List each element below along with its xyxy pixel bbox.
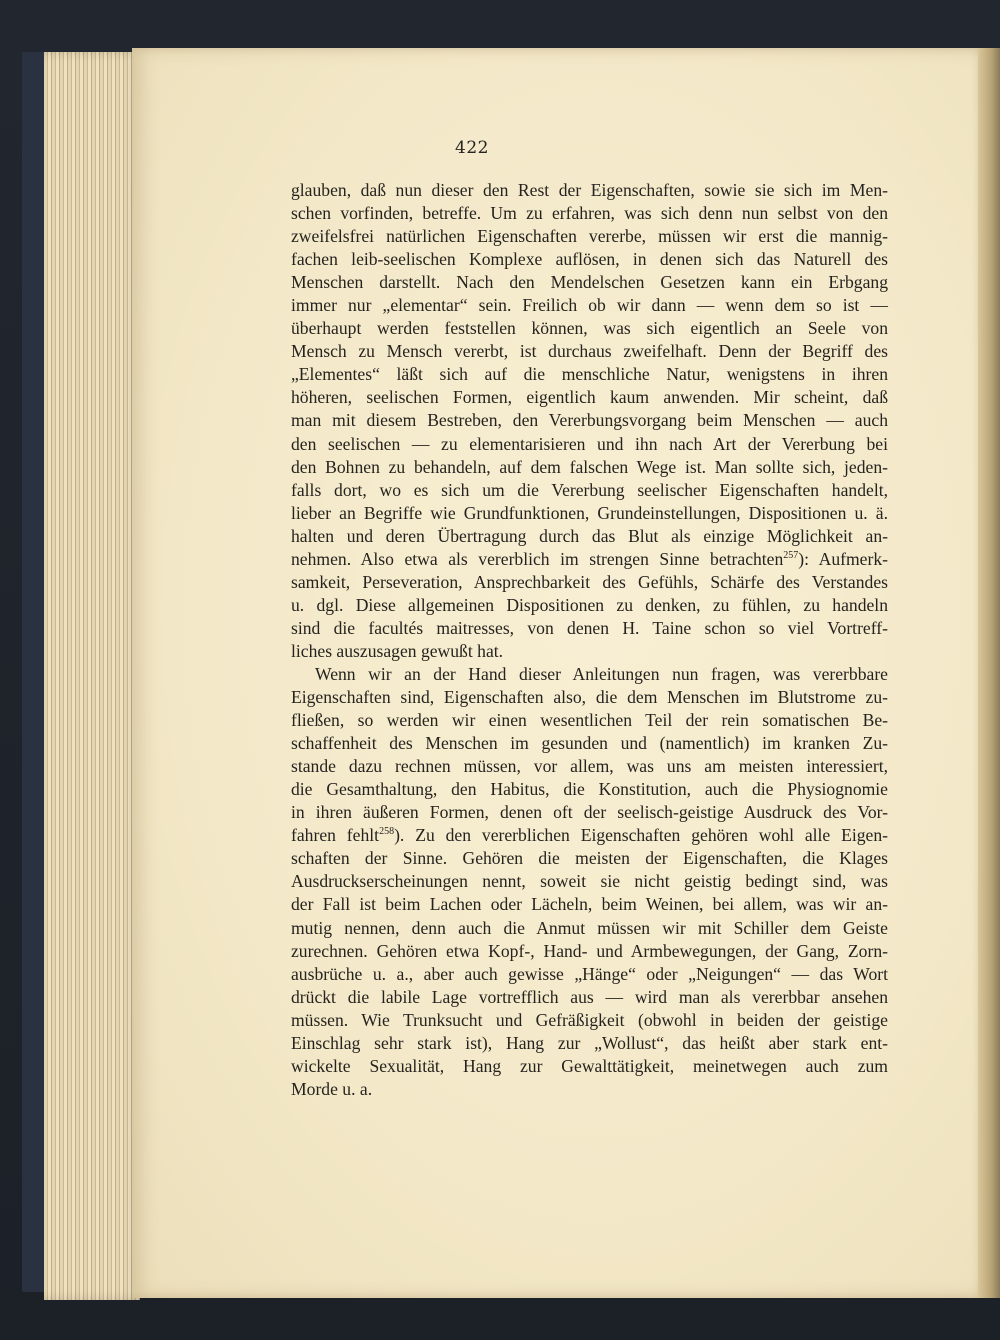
text-line: den Bohnen zu behandeln, auf dem falschen Wege ist. Man sollte sich, jeden- <box>291 456 888 477</box>
paragraph-2 <box>291 663 888 1101</box>
page-stack-edges <box>44 52 140 1300</box>
text-line: zurechnen. Gehören etwa Kopf-, Hand- und Armbewegungen, der Gang, Zorn- <box>291 940 888 961</box>
footnote-marker: 257 <box>783 549 799 561</box>
text-line: schaffenheit des Menschen im gesunden und (namentlich) im kranken Zu- <box>291 733 888 754</box>
text-line: man mit diesem Bestreben, den Vererbungsvorgang beim Menschen — auch <box>291 410 888 431</box>
text-line: ausbrüche u. a., aber auch gewisse „Hänge“ oder „Neigungen“ — das Wort <box>291 963 888 984</box>
text-line: sind die facultés maitresses, von denen H. Taine schon so viel Vortreff- <box>291 617 888 638</box>
text-line: immer nur „elementar“ sein. Freilich ob wir dann — wenn dem so ist — <box>291 295 888 316</box>
text-line: Ausdruckserscheinungen nennt, soweit sie nicht geistig bedingt sind, was <box>291 871 888 892</box>
text-line: schaften der Sinne. Gehören die meisten der Eigenschaften, die Klages <box>291 848 888 869</box>
text-line: Einschlag sehr stark ist), Hang zur „Wollust“, das heißt aber stark ent- <box>291 1032 888 1053</box>
text-line: Menschen darstellt. Nach den Mendelschen Gesetzen kann ein Erbgang <box>291 272 888 293</box>
text-line: u. dgl. Diese allgemeinen Dispositionen zu denken, zu fühlen, zu handeln <box>291 594 888 615</box>
text-line: Eigenschaften sind, Eigenschaften also, die dem Menschen im Blutstrome zu- <box>291 687 888 708</box>
text-line: nehmen. Also etwa als vererblich im strengen Sinne betrachten$^{257}$): Aufmerk- <box>291 548 888 569</box>
body-text <box>291 179 888 1101</box>
text-line: glauben, daß nun dieser den Rest der Eigenschaften, sowie sie sich im Men- <box>291 180 888 200</box>
text-line: drückt die labile Lage vortrefflich aus — wird man als vererbbar ansehen <box>291 986 888 1007</box>
text-line: den seelischen — zu elementarisieren und ihn nach Art der Vererbung bei <box>291 433 888 454</box>
text-line: „Elementes“ läßt sich auf die menschliche Natur, wenigstens in ihren <box>291 364 888 385</box>
page-gutter <box>978 48 1000 1298</box>
text-line: wickelte Sexualität, Hang zur Gewalttätigkeit, meinetwegen auch zum <box>291 1055 888 1076</box>
text-line: samkeit, Perseveration, Ansprechbarkeit des Gefühls, Schärfe des Verstandes <box>291 571 888 592</box>
paragraph-1 <box>291 179 888 663</box>
text-line: lieber an Begriffe wie Grundfunktionen, Grundeinstellungen, Dispositionen u. ä. <box>291 502 888 523</box>
text-line: halten und deren Übertragung durch das Blut als einzige Möglichkeit an- <box>291 525 888 546</box>
text-line: höheren, seelischen Formen, eigentlich kaum anwenden. Mir scheint, daß <box>291 387 888 408</box>
text-line: stande dazu rechnen müssen, vor allem, was uns am meisten interessiert, <box>291 756 888 777</box>
text-line: fahren fehlt$^{258}$). Zu den vererblichen Eigenschaften gehören wohl alle Eigen- <box>291 825 888 846</box>
text-line: falls dort, wo es sich um die Vererbung seelischer Eigenschaften handelt, <box>291 479 888 500</box>
text-line: überhaupt werden feststellen können, was sich eigentlich an Seele von <box>291 318 888 339</box>
text-line: die Gesamthaltung, den Habitus, die Konstitution, auch die Physiognomie <box>291 779 888 800</box>
text-line: der Fall ist beim Lachen oder Lächeln, beim Weinen, bei allem, was wir an- <box>291 894 888 915</box>
text-line: Mensch zu Mensch vererbt, ist durchaus zweifelhaft. Denn der Begriff des <box>291 341 888 362</box>
page-number: 422 <box>455 138 489 158</box>
text-line: fließen, so werden wir einen wesentlichen Teil der rein somatischen Be- <box>291 710 888 731</box>
text-line: Morde u. a. <box>291 1078 373 1099</box>
text-line: zweifelsfrei natürlichen Eigenschaften vererbe, müssen wir erst die mannig- <box>291 226 888 247</box>
text-line: Wenn wir an der Hand dieser Anleitungen nun fragen, was vererbbare <box>315 663 888 684</box>
text-line: liches auszusagen gewußt hat. <box>291 640 504 661</box>
footnote-marker: 258 <box>379 826 395 838</box>
text-line: schen vorfinden, betreffe. Um zu erfahren, was sich denn nun selbst von den <box>291 203 888 224</box>
text-line: in ihren äußeren Formen, denen oft der seelisch-geistige Ausdruck des Vor- <box>291 802 888 823</box>
text-line: mutig nennen, denn auch die Anmut müssen wir mit Schiller dem Geiste <box>291 917 888 938</box>
text-line: fachen leib-seelischen Komplexe auflösen, in denen sich das Naturell des <box>291 249 888 270</box>
text-line: müssen. Wie Trunksucht und Gefräßigkeit (obwohl in beiden der geistige <box>291 1009 888 1030</box>
